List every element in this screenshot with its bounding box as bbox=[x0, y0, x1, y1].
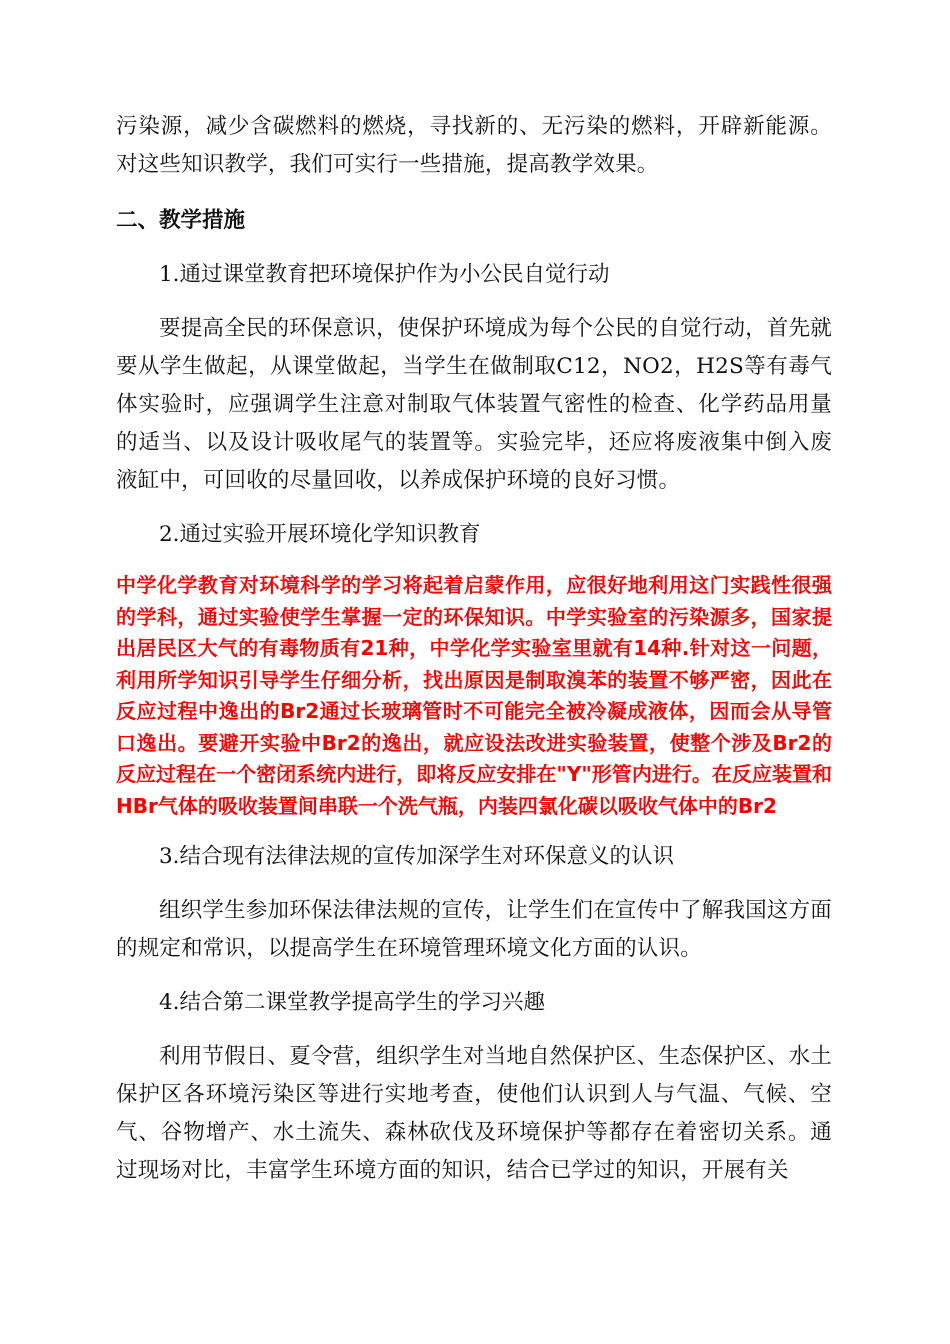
item1-title: 1.通过课堂教育把环境保护作为小公民自觉行动 bbox=[159, 262, 610, 287]
item4-title: 4.结合第二课堂教学提高学生的学习兴趣 bbox=[159, 990, 546, 1015]
item4-body: 利用节假日、夏令营，组织学生对当地自然保护区、生态保护区、水土保护区各环境污染区等进行实地考查，使他们认识到人与气温、气候、空气、谷物增产、水土流失、森林砍伐及环境保护等都存在着密切关系。通过现场对比，丰富学生环境方面的知识，结合已学过的知识，开展有关 bbox=[116, 1044, 832, 1183]
item2-body-highlighted: 中学化学教育对环境科学的学习将起着启蒙作用，应很好地利用这门实践性很强的学科，通过实验使学生掌握一定的环保知识。中学实验室的污染源多，国家提出居民区大气的有毒物质有21种，中学化学实验室里就有14种.针对这一问题，利用所学知识引导学生仔细分析，找出原因是制取溴苯的装置不够严密，因此在反应过程中逸出的Br2通过长玻璃管时不可能完全被冷凝成液体，因而会从导管口逸出。要避开实验中Br2的逸出，就应设法改进实验装置，使整个涉及Br2的反应过程在一个密闭系统内进行，即将反应安排在"Y"形管内进行。在反应装置和HBr气体的吸收装置间串联一个洗气瓶，内装四氯化碳以吸收气体中的Br2 bbox=[116, 573, 832, 818]
section-heading: 二、教学措施 bbox=[116, 208, 246, 233]
intro-paragraph: 污染源，减少含碳燃料的燃烧，寻找新的、无污染的燃料，开辟新能源。对这些知识教学，我们可实行一些措施，提高教学效果。 bbox=[116, 114, 832, 177]
item2-title: 2.通过实验开展环境化学知识教育 bbox=[159, 522, 481, 547]
item3-title: 3.结合现有法律法规的宣传加深学生对环保意义的认识 bbox=[159, 844, 675, 869]
document-body bbox=[116, 108, 832, 1190]
item1-body: 要提高全民的环保意识，使保护环境成为每个公民的自觉行动，首先就要从学生做起，从课堂做起，当学生在做制取C12，NO2，H2S等有毒气体实验时，应强调学生注意对制取气体装置气密性的检查、化学药品用量的适当、以及设计吸收尾气的装置等。实验完毕，还应将废液集中倒入废液缸中，可回收的尽量回收，以养成保护环境的良好习惯。 bbox=[116, 316, 832, 493]
item3-body: 组织学生参加环保法律法规的宣传，让学生们在宣传中了解我国这方面的规定和常识，以提高学生在环境管理环境文化方面的认识。 bbox=[116, 898, 832, 961]
